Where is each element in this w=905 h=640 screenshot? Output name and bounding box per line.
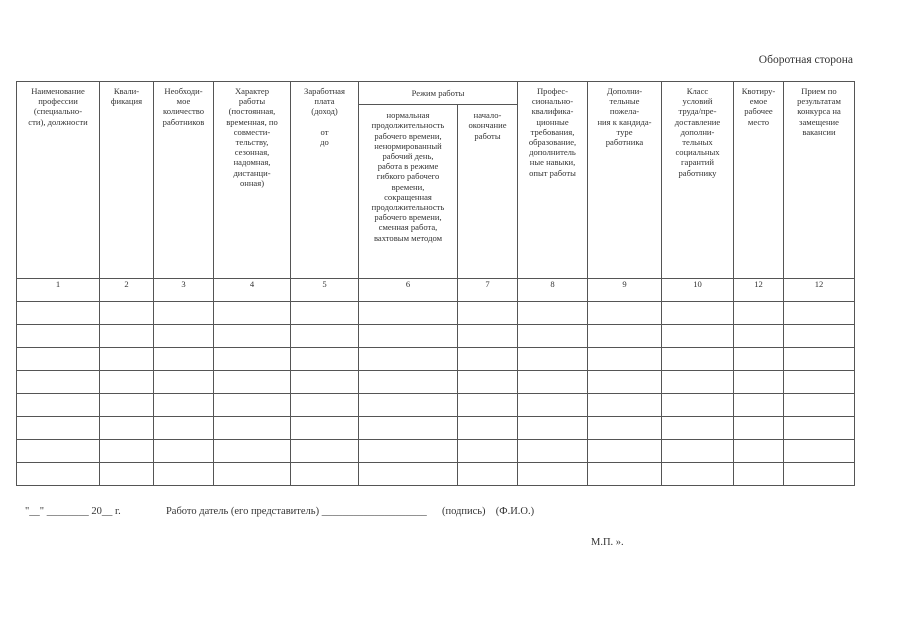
table-cell[interactable] [100,417,154,440]
table-cell[interactable] [662,463,734,486]
header-work-character: Характер работы (постоянная, временная, по совмести- тельству, сезонная, надомная, дистанци- онная) [214,82,291,279]
column-number: 9 [588,279,662,302]
table-cell[interactable] [588,302,662,325]
table-cell[interactable] [291,348,359,371]
table-cell[interactable] [291,325,359,348]
table-cell[interactable] [662,440,734,463]
table-cell[interactable] [588,440,662,463]
table-cell[interactable] [359,302,458,325]
column-number: 6 [359,279,458,302]
table-cell[interactable] [17,417,100,440]
table-cell[interactable] [588,463,662,486]
table-cell[interactable] [784,325,855,348]
full-name-label: (Ф.И.О.) [495,506,535,517]
table-cell[interactable] [100,463,154,486]
column-number: 5 [291,279,359,302]
column-number: 4 [214,279,291,302]
table-row [17,348,855,371]
table-cell[interactable] [17,440,100,463]
table-cell[interactable] [784,371,855,394]
table-cell[interactable] [588,371,662,394]
table-cell[interactable] [734,302,784,325]
header-work-mode-start-end: начало- окончание работы [458,105,518,279]
table-cell[interactable] [734,440,784,463]
table-cell[interactable] [154,463,214,486]
table-cell[interactable] [518,440,588,463]
table-cell[interactable] [588,325,662,348]
table-cell[interactable] [734,348,784,371]
table-cell[interactable] [734,417,784,440]
table-cell[interactable] [359,348,458,371]
table-cell[interactable] [588,394,662,417]
table-cell[interactable] [154,371,214,394]
table-cell[interactable] [17,302,100,325]
table-cell[interactable] [734,325,784,348]
table-cell[interactable] [154,348,214,371]
table-cell[interactable] [291,463,359,486]
employer-field[interactable]: Работо датель (его представитель) ____________________ [165,506,427,517]
table-cell[interactable] [214,348,291,371]
table-row [17,463,855,486]
table-cell[interactable] [359,371,458,394]
table-cell[interactable] [518,417,588,440]
column-number-row [17,279,855,302]
column-number: 12 [784,279,855,302]
table-cell[interactable] [662,348,734,371]
header-work-mode-normal: нормальная продолжительность рабочего времени, ненормированный рабочий день, работа в режиме гибкого рабочего времени, сокращенная продолжительность рабочего времени, сменная работа, вахтовым методом [359,105,458,279]
page-side-label: Оборотная сторона [758,54,853,66]
table-cell[interactable] [359,394,458,417]
table-cell[interactable] [458,394,518,417]
table-cell[interactable] [100,348,154,371]
header-workers-needed: Необходи- мое количество работников [154,82,214,279]
table-cell[interactable] [734,463,784,486]
table-row [17,394,855,417]
table-cell[interactable] [662,325,734,348]
table-cell[interactable] [588,417,662,440]
table-cell[interactable] [214,394,291,417]
column-number: 12 [734,279,784,302]
table-cell[interactable] [458,325,518,348]
header-quota-workplace: Квотиру- емое рабочее место [734,82,784,279]
table-cell[interactable] [214,417,291,440]
stamp-place-label: М.П. ». [591,537,624,548]
table-cell[interactable] [359,417,458,440]
table-cell[interactable] [734,371,784,394]
table-cell[interactable] [359,325,458,348]
column-number: 7 [458,279,518,302]
table-cell[interactable] [518,325,588,348]
table-cell[interactable] [291,371,359,394]
table-cell[interactable] [17,371,100,394]
table-cell[interactable] [100,325,154,348]
table-cell[interactable] [588,348,662,371]
table-row [17,325,855,348]
header-additional-wishes: Дополни- тельные пожела- ния к кандида- туре работника [588,82,662,279]
table-cell[interactable] [518,371,588,394]
table-cell[interactable] [100,394,154,417]
table-cell[interactable] [662,417,734,440]
table-row [17,417,855,440]
table-cell[interactable] [100,440,154,463]
column-number: 10 [662,279,734,302]
table-cell[interactable] [100,371,154,394]
vacancy-form-table [16,81,855,486]
table-cell[interactable] [458,417,518,440]
table-cell[interactable] [17,463,100,486]
table-cell[interactable] [458,440,518,463]
table-cell[interactable] [17,348,100,371]
table-cell[interactable] [214,371,291,394]
table-cell[interactable] [291,302,359,325]
header-profession: Наименование профессии (специально- сти), должности [17,82,100,279]
table-cell[interactable] [518,302,588,325]
table-row [17,440,855,463]
header-work-mode: Режим работы [359,82,518,105]
column-number: 3 [154,279,214,302]
table-cell[interactable] [154,417,214,440]
table-cell[interactable] [359,440,458,463]
signature-label: (подпись) [441,506,486,517]
table-cell[interactable] [662,394,734,417]
header-competition: Прием по результатам конкурса на замещение вакансии [784,82,855,279]
table-cell[interactable] [784,463,855,486]
table-cell[interactable] [518,463,588,486]
table-cell[interactable] [154,325,214,348]
table-cell[interactable] [734,394,784,417]
header-salary: Заработная плата (доход) от до [291,82,359,279]
table-cell[interactable] [662,371,734,394]
column-number: 8 [518,279,588,302]
table-cell[interactable] [214,302,291,325]
table-cell[interactable] [17,394,100,417]
column-number: 2 [100,279,154,302]
table-cell[interactable] [291,394,359,417]
table-row [17,302,855,325]
column-number: 1 [17,279,100,302]
table-cell[interactable] [518,348,588,371]
table-cell[interactable] [784,440,855,463]
table-cell[interactable] [458,302,518,325]
table-cell[interactable] [784,302,855,325]
table-cell[interactable] [662,302,734,325]
table-cell[interactable] [100,302,154,325]
table-cell[interactable] [458,371,518,394]
header-conditions-class: Класс условий труда/пре- доставление дополни- тельных социальных гарантий работнику [662,82,734,279]
footer-signature-line [25,506,534,517]
table-cell[interactable] [458,348,518,371]
table-cell[interactable] [154,394,214,417]
table-cell[interactable] [154,302,214,325]
header-qualification: Квали- фикация [100,82,154,279]
table-cell[interactable] [214,463,291,486]
date-field[interactable]: "__" ________ 20__ г. [25,506,121,517]
table-cell[interactable] [17,325,100,348]
table-cell[interactable] [784,348,855,371]
table-row [17,371,855,394]
table-cell[interactable] [359,463,458,486]
table-cell[interactable] [784,417,855,440]
table-cell[interactable] [214,440,291,463]
table-cell[interactable] [518,394,588,417]
header-professional-requirements: Профес- сионально- квалифика- ционные требования, образование, дополнитель ные навыки, опыт работы [518,82,588,279]
table-cell[interactable] [214,325,291,348]
table-cell[interactable] [784,394,855,417]
table-cell[interactable] [458,463,518,486]
table-cell[interactable] [291,440,359,463]
table-cell[interactable] [154,440,214,463]
table-cell[interactable] [291,417,359,440]
